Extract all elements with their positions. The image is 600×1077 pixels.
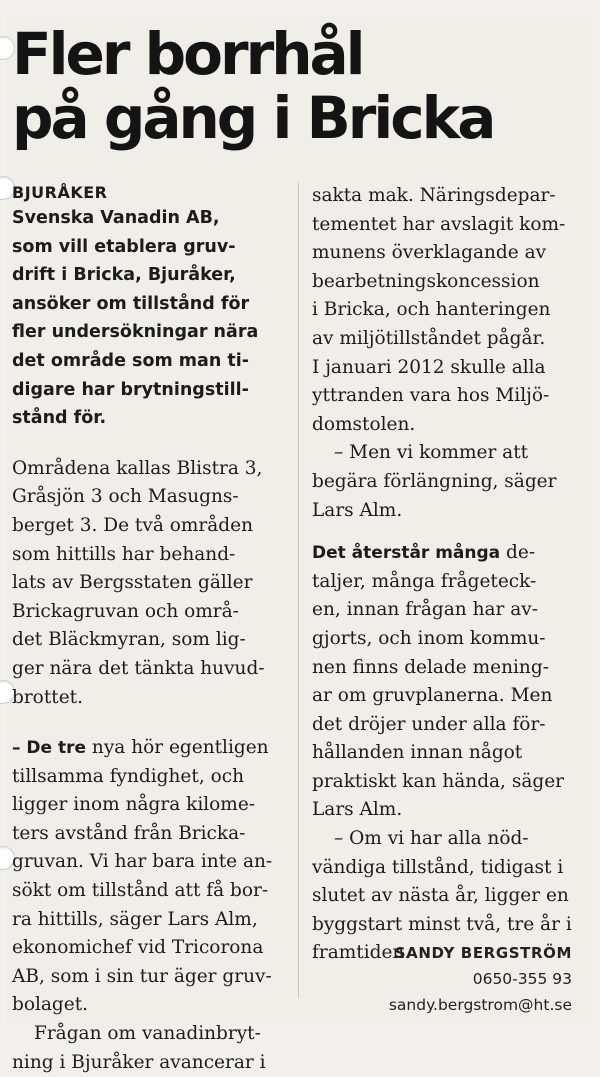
body-line: domstolen. — [312, 413, 416, 435]
body-line: det dröjer under alla för- — [312, 713, 546, 735]
body-line: tementet har avslagit kom- — [312, 213, 566, 235]
body-line: av miljötillståndet pågår. — [312, 327, 546, 349]
lead-line: stånd för. — [12, 408, 107, 429]
lead-line: drift i Bricka, Bjuråker, — [12, 265, 236, 286]
body-line — [12, 734, 284, 763]
body-line: Lars Alm. — [312, 499, 403, 521]
body-line — [312, 539, 576, 568]
body-paragraph — [312, 825, 576, 854]
body-paragraph — [12, 455, 284, 712]
lead-line: Svenska Vanadin AB, — [12, 208, 220, 228]
body-line: ning i Bjuråker avancerar i — [12, 1051, 266, 1073]
body-line: Lars Alm. — [312, 799, 403, 821]
body-line: en, innan frågan har av- — [312, 599, 538, 621]
body-paragraph-cont — [12, 1049, 284, 1077]
body-line: vändiga tillstånd, tidigast i — [312, 856, 564, 878]
lead-paragraph — [12, 204, 284, 433]
body-line: gjorts, och inom kommu- — [312, 627, 546, 649]
body-line: brottet. — [12, 686, 83, 708]
body-line: ra hittills, säger Lars Alm, — [12, 908, 258, 930]
body-line: byggstart minst två, tre år i — [312, 913, 572, 935]
body-text: nya hör egentligen — [86, 737, 269, 759]
author-email: sandy.bergstrom@ht.se — [388, 996, 572, 1014]
body-paragraph — [312, 539, 576, 825]
lead-line: digare har brytningstill- — [12, 379, 249, 400]
body-line: praktiskt kan hända, säger — [312, 770, 564, 792]
lead-line: som vill etablera gruv- — [12, 236, 236, 257]
body-paragraph — [312, 439, 576, 468]
body-line: begära förlängning, säger — [312, 470, 557, 492]
body-line: ligger inom några kilome- — [12, 794, 256, 816]
body-line: Frågan om vanadinbryt- — [34, 1023, 261, 1045]
body-line: bolaget. — [12, 994, 89, 1016]
body-line: Områdena kallas Blistra 3, — [12, 457, 263, 479]
body-line: ger nära det tänkta huvud- — [12, 657, 265, 679]
body-line: ters avstånd från Bricka- — [12, 822, 246, 844]
body-line: AB, som i sin tur äger gruv- — [12, 965, 272, 987]
body-line: Gråsjön 3 och Masugns- — [12, 486, 239, 508]
body-line: I januari 2012 skulle alla — [312, 356, 546, 378]
body-line: det Bläckmyran, som lig- — [12, 629, 246, 651]
body-line: yttranden vara hos Miljö- — [312, 385, 550, 407]
dateline: BJURÅKER — [12, 183, 108, 202]
body-line: – Om vi har alla nöd- — [334, 828, 529, 850]
body-paragraph-cont — [312, 468, 576, 525]
right-column — [312, 182, 576, 968]
body-line: – Men vi kommer att — [334, 442, 529, 464]
headline-line: på gång i Bricka — [12, 84, 494, 152]
author-name: SANDY BERGSTRÖM — [394, 944, 572, 962]
body-line: ekonomichef vid Tricorona — [12, 937, 264, 959]
body-line: i Bricka, och hanteringen — [312, 299, 551, 321]
lead-in: – De tre — [12, 738, 87, 759]
body-line: ar om gruvplanerna. Men — [312, 685, 553, 707]
body-line: munens överklagande av — [312, 242, 547, 264]
body-line: slutet av nästa år, ligger en — [312, 885, 569, 907]
headline-line: Fler borrhål — [12, 20, 363, 88]
lead-line: ansöker om tillstånd för — [12, 293, 250, 314]
lead-in: Det återstår många — [312, 543, 501, 564]
body-text: de- — [500, 542, 536, 564]
body-line: sakta mak. Näringsdepar- — [312, 185, 556, 206]
body-line: tillsamma fyndighet, och — [12, 765, 244, 787]
author-phone: 0650-355 93 — [472, 970, 572, 988]
body-line: sökt om tillstånd att få bor- — [12, 880, 269, 902]
lead-line: det område som man ti- — [12, 350, 250, 371]
body-line: framtiden. — [312, 942, 411, 964]
left-column — [12, 182, 284, 1077]
body-paragraph — [312, 182, 576, 439]
body-line: hållanden innan något — [312, 742, 523, 764]
body-line: bearbetningskoncession — [312, 270, 540, 292]
body-paragraph — [12, 734, 284, 1020]
body-line: taljer, många frågeteck- — [312, 570, 537, 592]
body-line: lats av Bergsstaten gäller — [12, 572, 253, 594]
column-divider — [298, 182, 299, 998]
body-line: Brickagruvan och områ- — [12, 600, 239, 622]
body-line: gruvan. Vi har bara inte an- — [12, 851, 273, 873]
body-paragraph — [12, 1020, 284, 1049]
body-line: som hittills har behand- — [12, 543, 236, 565]
body-line: berget 3. De två områden — [12, 514, 253, 536]
byline — [389, 940, 572, 1018]
body-line: nen finns delade mening- — [312, 656, 549, 678]
lead-line: fler undersökningar nära — [12, 322, 259, 343]
headline — [12, 22, 582, 150]
